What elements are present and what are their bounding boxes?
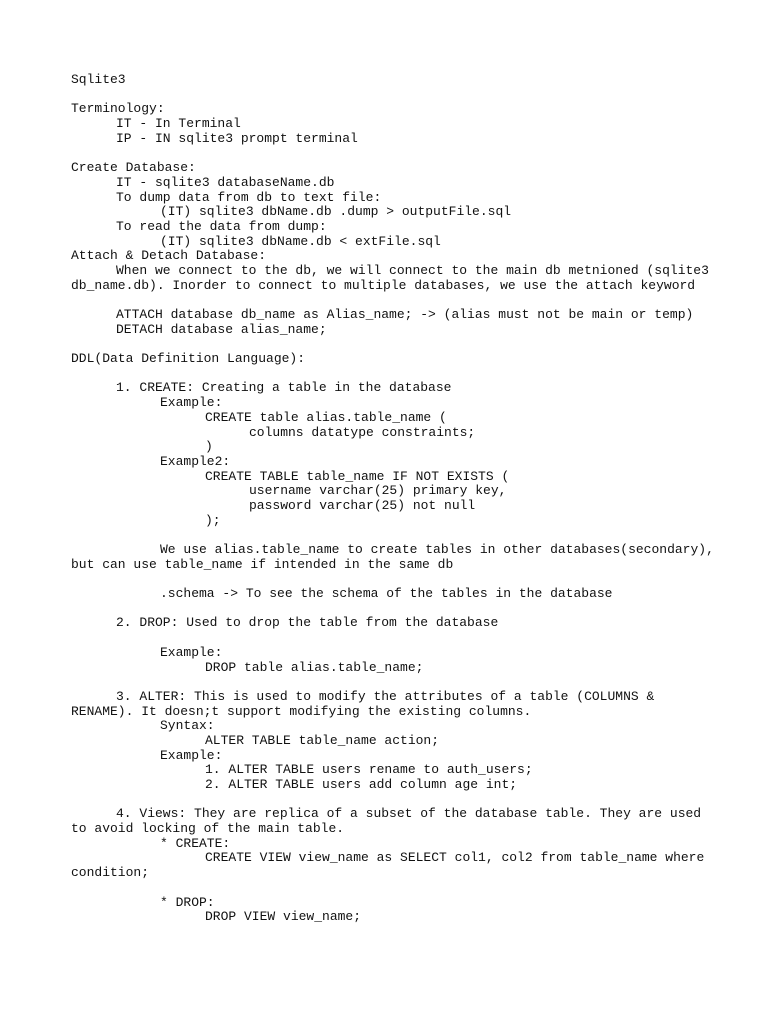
document-line: 1. CREATE: Creating a table in the database xyxy=(116,380,452,396)
document-line: condition; xyxy=(71,865,150,881)
document-line: ); xyxy=(205,512,221,528)
document-line: IT - sqlite3 databaseName.db xyxy=(116,174,335,190)
blank-line xyxy=(71,631,768,646)
document-line: .schema -> To see the schema of the tables in the database xyxy=(160,586,613,602)
document-line: Example: xyxy=(160,747,223,763)
blank-line xyxy=(71,337,768,352)
document-line: When we connect to the db, we will connect to the main db metnioned (sqlite3 xyxy=(116,262,709,278)
document-line: 4. Views: They are replica of a subset of the database table. They are used xyxy=(116,806,702,822)
document-line: CREATE TABLE table_name IF NOT EXISTS ( xyxy=(205,468,510,484)
document-line: Sqlite3 xyxy=(71,72,126,87)
document-line: IT - In Terminal xyxy=(116,116,241,132)
blank-line xyxy=(71,293,768,308)
blank-line xyxy=(71,602,768,617)
document-line: Syntax: xyxy=(160,718,215,734)
document-line: Attach & Detach Database: xyxy=(71,248,267,264)
document-line: DROP table alias.table_name; xyxy=(205,659,424,675)
document-line: 3. ALTER: This is used to modify the attributes of a table (COLUMNS & xyxy=(116,688,655,704)
document-line: To read the data from dump: xyxy=(116,218,327,234)
document-line: * DROP: xyxy=(160,894,215,910)
document-line: Example2: xyxy=(160,453,231,469)
document-line: DDL(Data Definition Language): xyxy=(71,351,306,367)
document-line: CREATE VIEW view_name as SELECT col1, col2 from table_name where xyxy=(205,850,705,866)
blank-line xyxy=(71,528,768,543)
document-line: DROP VIEW view_name; xyxy=(205,909,362,925)
document-line: Example: xyxy=(160,644,223,660)
document-line: * CREATE: xyxy=(160,835,231,851)
blank-line xyxy=(71,88,768,103)
document-line: username varchar(25) primary key, xyxy=(249,483,507,499)
document-line: 2. DROP: Used to drop the table from the database xyxy=(116,615,499,631)
document-line: We use alias.table_name to create tables in other databases(secondary), xyxy=(160,542,714,557)
document-line: but can use table_name if intended in the same db xyxy=(71,556,454,572)
document-line: columns datatype constraints; xyxy=(249,424,476,440)
document-line: To dump data from db to text file: xyxy=(116,189,382,205)
document-line: ) xyxy=(205,439,213,455)
blank-line xyxy=(71,793,768,808)
blank-line xyxy=(71,675,768,690)
document-line: to avoid locking of the main table. xyxy=(71,821,345,837)
document-line: DETACH database alias_name; xyxy=(116,321,327,337)
document-line: (IT) sqlite3 dbName.db .dump > outputFile.sql xyxy=(160,204,512,220)
document-line: 2. ALTER TABLE users add column age int; xyxy=(205,777,518,792)
blank-line xyxy=(71,572,768,587)
document-line: ALTER TABLE table_name action; xyxy=(205,732,440,748)
blank-line xyxy=(71,146,768,161)
document-line: CREATE table alias.table_name ( xyxy=(205,409,447,425)
document-line: db_name.db). Inorder to connect to multiple databases, we use the attach keyword xyxy=(71,277,696,293)
document-line: password varchar(25) not null xyxy=(249,497,476,513)
document-line: RENAME). It doesn;t support modifying the existing columns. xyxy=(71,703,532,719)
document-line: IP - IN sqlite3 prompt terminal xyxy=(116,130,358,146)
blank-line xyxy=(71,881,768,896)
document-line: Create Database: xyxy=(71,160,196,176)
document-line: Terminology: xyxy=(71,101,165,117)
document-line: ATTACH database db_name as Alias_name; -> (alias must not be main or temp) xyxy=(116,307,694,322)
blank-line xyxy=(71,367,768,382)
document-line: (IT) sqlite3 dbName.db < extFile.sql xyxy=(160,233,441,249)
document-line: Example: xyxy=(160,395,223,411)
document-line: 1. ALTER TABLE users rename to auth_users; xyxy=(205,762,533,778)
